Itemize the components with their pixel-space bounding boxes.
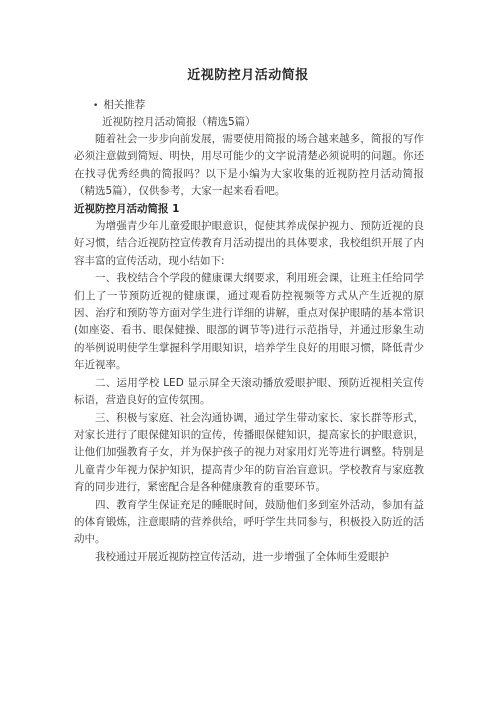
related-link[interactable]: 近视防控月活动简报（精选5篇）	[102, 116, 256, 128]
intro-paragraph: 随着社会一步步向前发展，需要使用简报的场合越来越多，简报的写作必须注意做到简短、明快，用尽可能少的文字说清楚必须说明的问题。你还在找寻优秀经典的简报吗？以下是小编为大家收集的近视防控月活动简报（精选5篇），仅供参考，大家一起来看看吧。	[74, 133, 424, 198]
article-body	[74, 131, 424, 566]
section-heading: 近视防控月活动简报 1	[74, 202, 180, 215]
paragraph: 一、我校结合个学段的健康课大纲要求，利用班会课，让班主任给同学们上了一节预防近视的健康课，通过观看防控视频等方式从产生近视的原因、治疗和预防等方面对学生进行详细的讲解，重点对保护眼睛的基本常识(如座姿、看书、眼保健操、眼部的调节等)进行示范指导，并通过形象生动的举例说明使学生掌握科学用眼知识，培养学生良好的用眼习惯，降低青少年近视率。	[74, 272, 424, 372]
bullet-icon: •	[93, 101, 99, 111]
related-label: 相关推荐	[103, 99, 146, 111]
paragraph: 四、教育学生保证充足的睡眠时间，鼓励他们多到室外活动，参加有益的体育锻炼，注意眼睛的营养供给，呼吁学生共同参与，积极投入防近的活动中。	[74, 498, 424, 546]
paragraph: 我校通过开展近视防控宣传活动，进一步增强了全体师生爱眼护	[95, 550, 389, 563]
paragraph: 三、积极与家庭、社会沟通协调，通过学生带动家长、家长群等形式，对家长进行了眼保健知识的宣传，传播眼保健知识，提高家长的护眼意识，让他们加强教育子女，并为保护孩子的视力对家用灯光等进行调整。特别是儿童青少年视力保护知识，提高青少年的防盲治盲意识。学校教育与家庭教育的同步进行，紧密配合是各种健康教育的重要环节。	[74, 411, 424, 494]
paragraph: 二、运用学校 LED 显示屏全天滚动播放爱眼护眼、预防近视相关宣传标语，营造良好的宣传氛围。	[74, 376, 424, 407]
paragraph: 为增强青少年儿童爱眼护眼意识，促使其养成保护视力、预防近视的良好习惯，结合近视防控宣传教育月活动提出的具体要求，我校组织开展了内容丰富的宣传活动，现小结如下:	[74, 220, 424, 267]
page-title: 近视防控月活动简报	[187, 68, 309, 83]
related-recommendations	[93, 97, 145, 115]
